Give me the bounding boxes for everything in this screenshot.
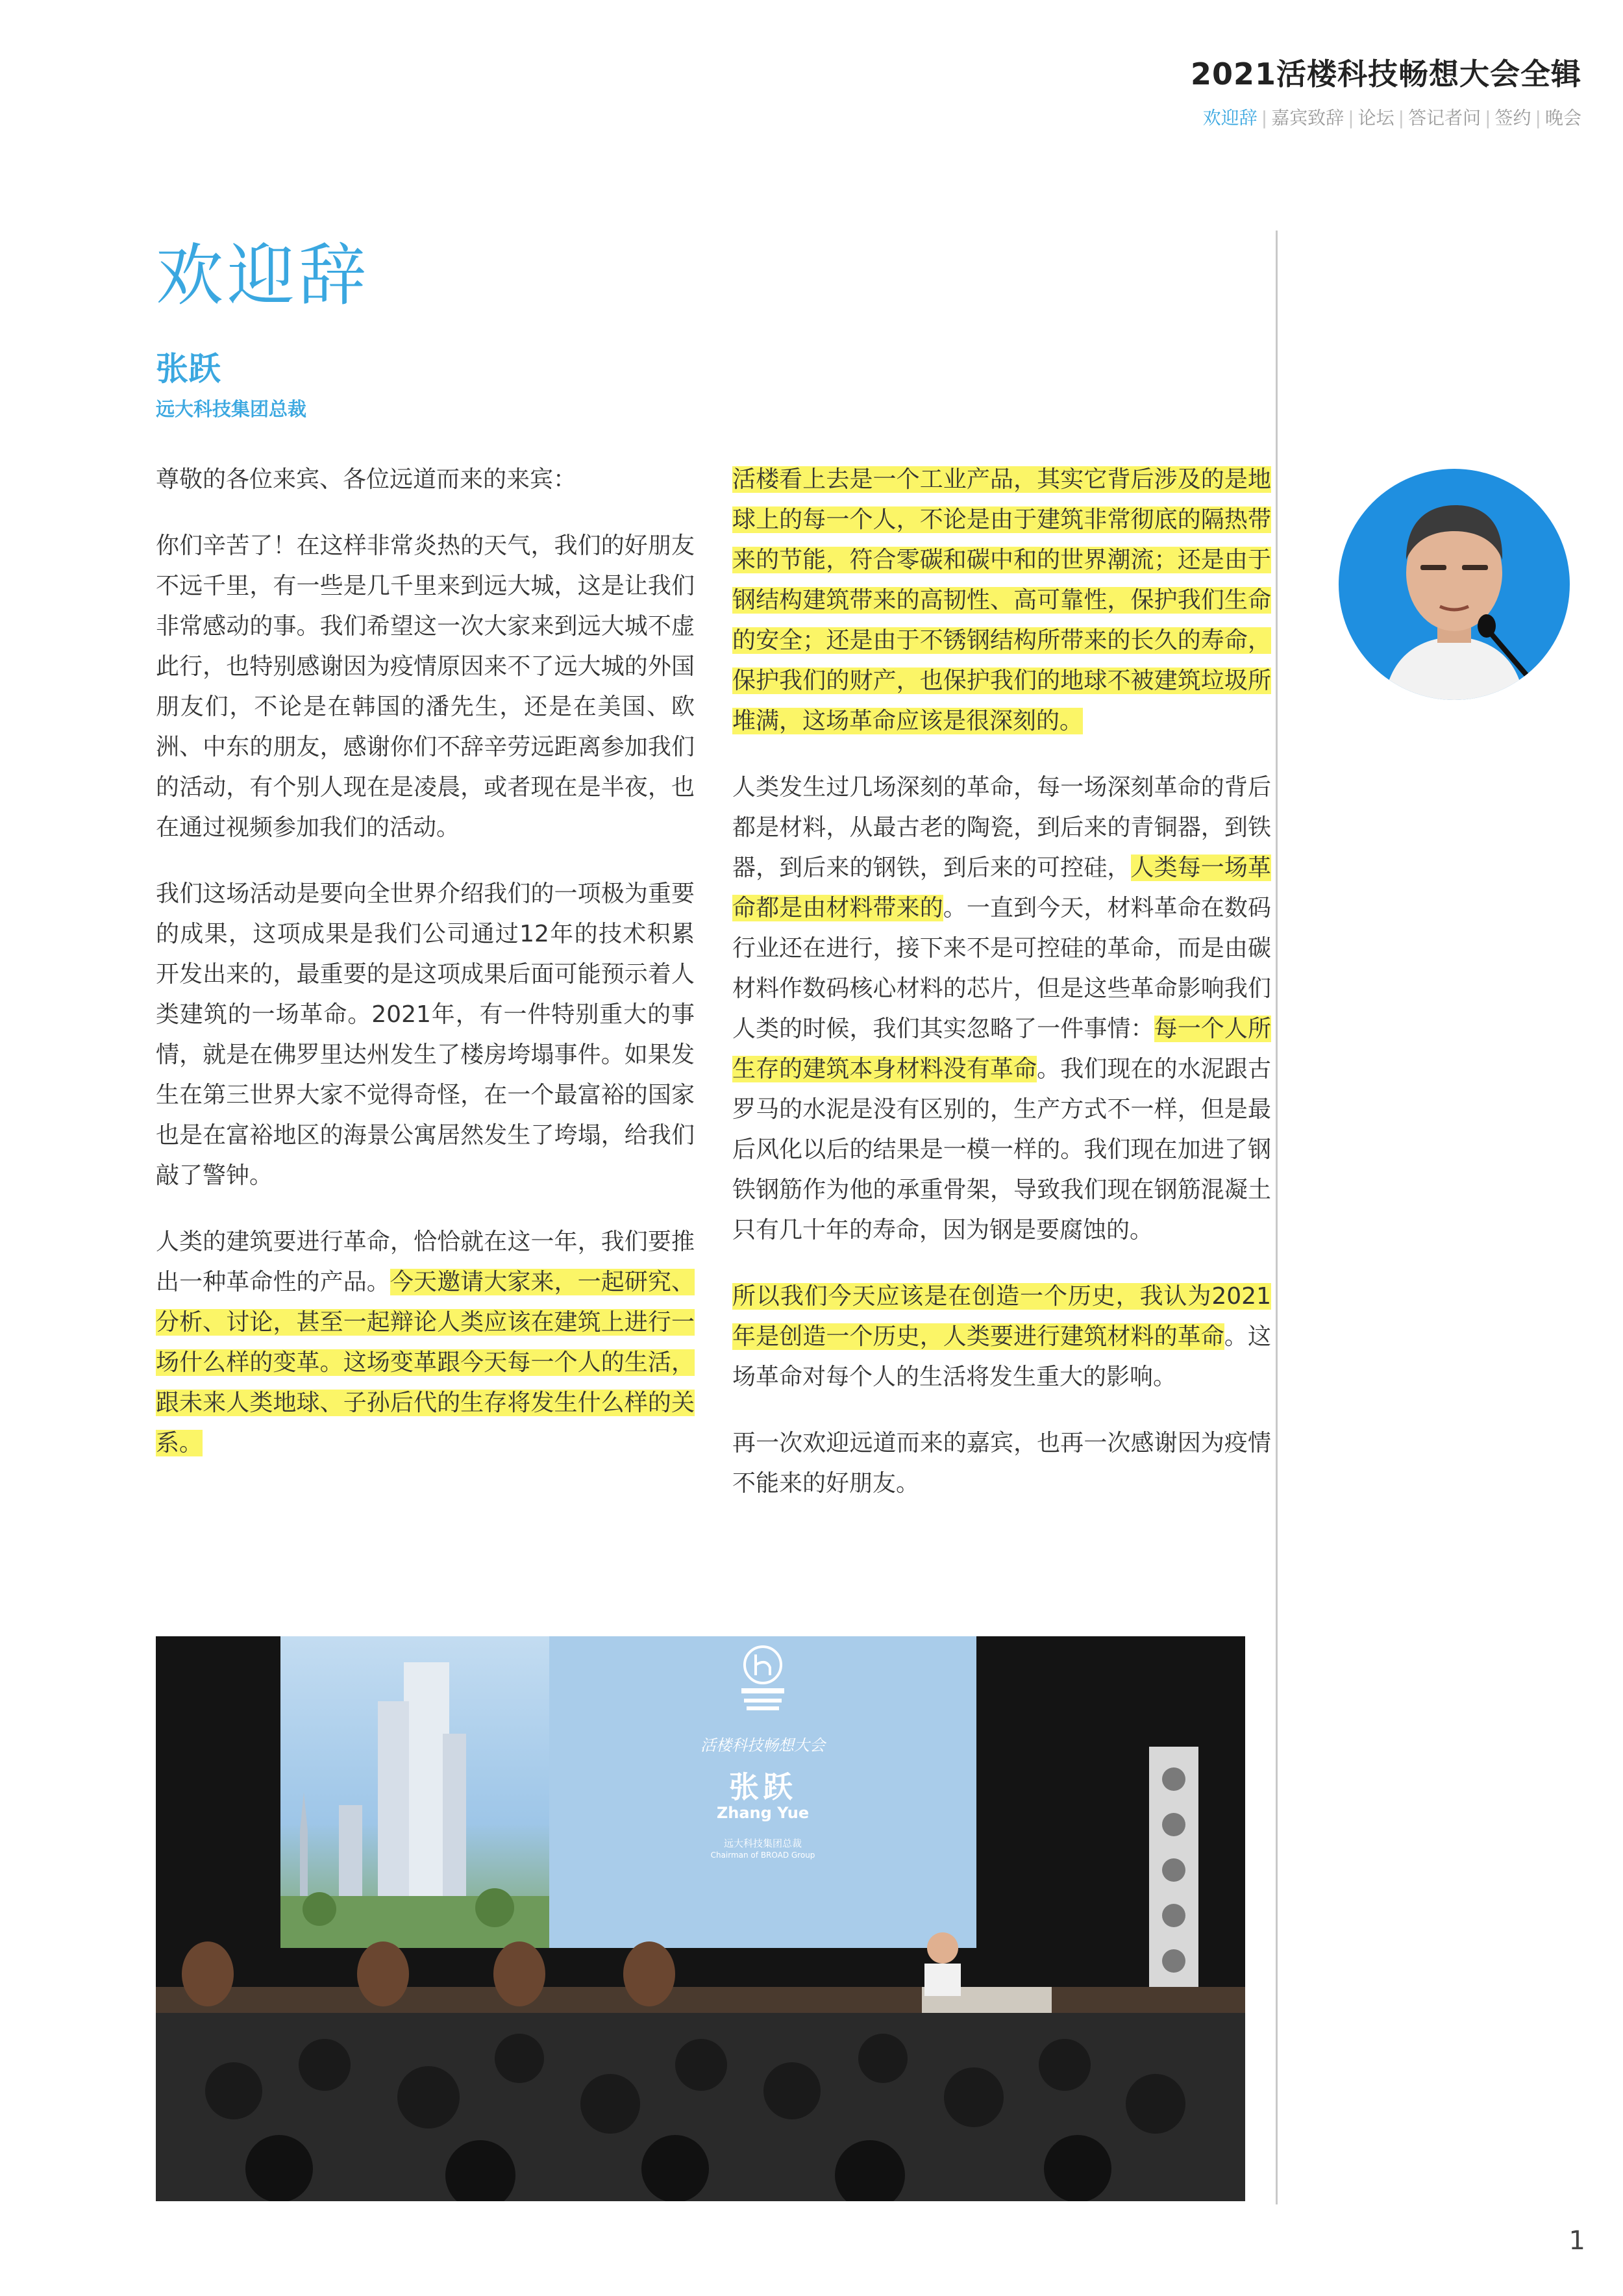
- paragraph: [732, 1277, 1271, 1397]
- audience-scene: [156, 1636, 1245, 2201]
- screen-slogan: 活楼科技畅想大会: [700, 1736, 825, 1754]
- highlighted-text: 每一个人所生存的建筑本身材料没有革命: [732, 1016, 1271, 1082]
- text-run: 。一直到今天，材料革命在数码行业还在进行，接下来不是可控硅的革命，而是由碳材料作数码核心材料的芯片，但是这些革命影响我们人类的时候，我们其实忽略了一件事情：: [732, 895, 1271, 1042]
- speaker-title: 远大科技集团总裁: [156, 398, 307, 420]
- highlighted-text: 人类每一场革命都是由材料带来的: [732, 855, 1271, 921]
- column-divider: [1276, 231, 1278, 2204]
- nav-welcome[interactable]: 欢迎辞: [1202, 107, 1258, 129]
- portrait-illustration: [1339, 469, 1570, 700]
- paragraph: 你们辛苦了！在这样非常炎热的天气，我们的好朋友不远千里，有一些是几千里来到远大城，这是让我们非常感动的事。我们希望这一次大家来到远大城不虚此行，也特别感谢因为疫情原因来不了远大城的外国朋友们，不论是在韩国的潘先生，还是在美国、欧洲、中东的朋友，感谢你们不辞辛劳远距离参加我们的活动，有个别人现在是凌晨，或者现在是半夜，也在通过视频参加我们的活动。: [156, 532, 695, 841]
- screen-speaker-name-en: Zhang Yue: [716, 1804, 810, 1822]
- section-nav: [1203, 104, 1581, 130]
- nav-separator: |: [1535, 107, 1541, 129]
- publication-title: 2021活楼科技畅想大会全辑: [1190, 56, 1581, 92]
- screen-speaker-role-en: Chairman of BROAD Group: [710, 1851, 815, 1860]
- highlighted-text: 所以我们今天应该是在创造一个历史，我认为2021年是创造一个历史，人类要进行建筑材料的革命: [732, 1283, 1271, 1350]
- highlighted-text: 今天邀请大家来，一起研究、分析、讨论，甚至一起辩论人类应该在建筑上进行一场什么样的变革。这场变革跟今天每一个人的生活，跟未来人类地球、子孙后代的生存将发生什么样的关系。: [156, 1269, 695, 1456]
- nav-forum[interactable]: 论坛: [1357, 107, 1394, 129]
- page-number: 1: [1568, 2226, 1585, 2256]
- nav-separator: |: [1398, 107, 1405, 129]
- paragraph: [732, 460, 1271, 742]
- body-column-left: [156, 460, 695, 1490]
- screen-speaker-role: 远大科技集团总裁: [723, 1838, 802, 1849]
- paragraph: [732, 767, 1271, 1251]
- paragraph: 我们这场活动是要向全世界介绍我们的一项极为重要的成果，这项成果是我们公司通过12年的技术积累开发出来的，最重要的是这项成果后面可能预示着人类建筑的一场革命。2021年，有一件特别重大的事情，就是在佛罗里达州发生了楼房垮塌事件。如果发生在第三世界大家不觉得奇怪，在一个最富裕的国家也是在富裕地区的海景公寓居然发生了垮塌，给我们敲了警钟。: [156, 880, 695, 1189]
- speaker-portrait: [1339, 469, 1570, 700]
- text-run: 。这场革命对每个人的生活将发生重大的影响。: [732, 1323, 1271, 1390]
- text-run: 人类的建筑要进行革命，恰恰就在这一年，我们要推出一种革命性的产品。: [156, 1229, 695, 1295]
- speaker-name: 张跃: [156, 350, 221, 388]
- event-photo: [156, 1636, 1245, 2201]
- nav-separator: |: [1348, 107, 1354, 129]
- text-run: 。我们现在的水泥跟古罗马的水泥是没有区别的，生产方式不一样，但是最后风化以后的结果是一模一样的。我们现在加进了钢铁钢筋作为他的承重骨架，导致我们现在钢筋混凝土只有几十年的寿命，因为钢是要腐蚀的。: [732, 1056, 1271, 1243]
- nav-signing[interactable]: 签约: [1494, 107, 1531, 129]
- nav-gala[interactable]: 晚会: [1544, 107, 1581, 129]
- paragraph: 尊敬的各位来宾、各位远道而来的来宾：: [156, 466, 577, 493]
- nav-separator: |: [1485, 107, 1491, 129]
- screen-speaker-name: 张跃: [729, 1769, 797, 1804]
- highlighted-text: 活楼看上去是一个工业产品，其实它背后涉及的是地球上的每一个人，不论是由于建筑非常彻底的隔热带来的节能，符合零碳和碳中和的世界潮流；还是由于钢结构建筑带来的高韧性、高可靠性，保护我们生命的安全；还是由于不锈钢结构所带来的长久的寿命，保护我们的财产，也保护我们的地球不被建筑垃圾所堆满，这场革命应该是很深刻的。: [732, 466, 1271, 734]
- body-column-right: [732, 460, 1271, 1530]
- nav-guest-speeches[interactable]: 嘉宾致辞: [1271, 107, 1344, 129]
- nav-separator: |: [1261, 107, 1268, 129]
- nav-press-qa[interactable]: 答记者问: [1408, 107, 1481, 129]
- page-heading: 欢迎辞: [156, 236, 371, 315]
- paragraph: 再一次欢迎远道而来的嘉宾，也再一次感谢因为疫情不能来的好朋友。: [732, 1430, 1271, 1497]
- paragraph: [156, 1222, 695, 1464]
- text-run: 人类发生过几场深刻的革命，每一场深刻革命的背后都是材料，从最古老的陶瓷，到后来的青铜器，到铁器，到后来的钢铁，到后来的可控硅，: [732, 774, 1271, 881]
